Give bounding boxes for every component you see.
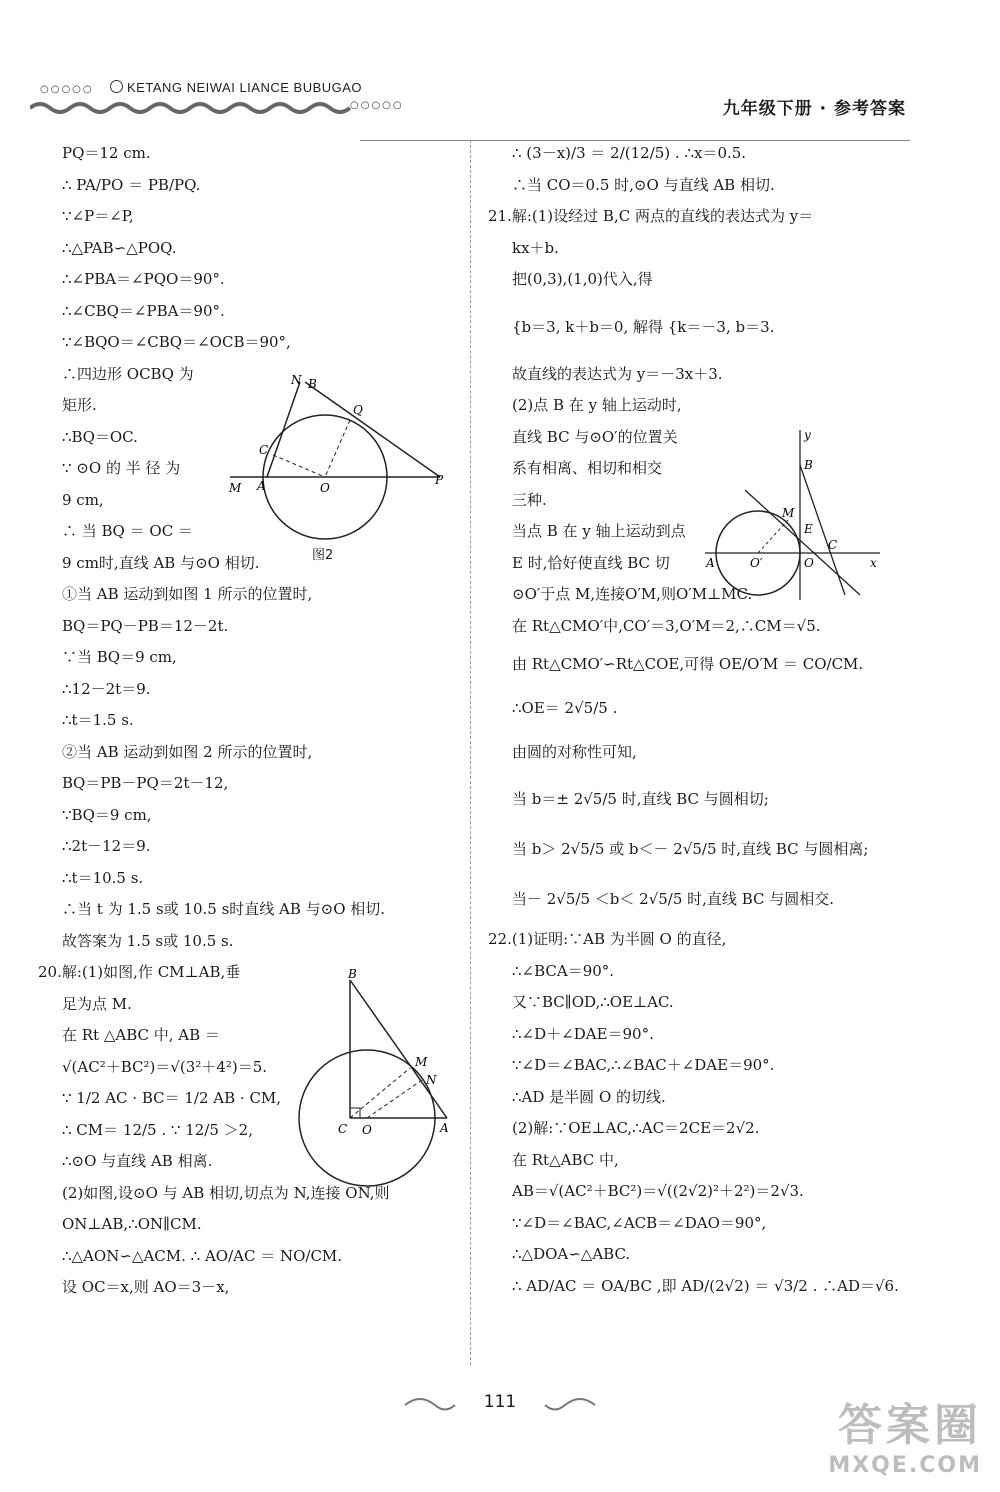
text-line: 当点 B 在 y 轴上运动到点 <box>512 522 686 540</box>
text-line: ∴ CM＝ 12/5 . ∵ 12/5 ＞2, <box>62 1120 253 1139</box>
text-line: 故直线的表达式为 y＝－3x＋3. <box>512 364 723 383</box>
fig20-label-a: A <box>440 1121 449 1135</box>
text-line: ∵BQ＝9 cm, <box>62 805 152 824</box>
fig20-label-c: C <box>338 1122 348 1136</box>
text-line: AB＝√(AC²＋BC²)＝√((2√2)²＋2²)＝2√3. <box>512 1182 804 1200</box>
text-line: ②当 AB 运动到如图 2 所示的位置时, <box>62 742 313 761</box>
text-line: ∵当 BQ＝9 cm, <box>62 648 177 666</box>
text-line: 又∵BC∥OD,∴OE⊥AC. <box>512 993 674 1011</box>
header-wave-ornament <box>30 100 360 116</box>
text-line: E 时,恰好使直线 BC 切 <box>512 553 670 572</box>
text-line: ∴ 当 BQ ＝ OC ＝ <box>62 522 193 540</box>
fig21-label-o-prime: O′ <box>750 556 763 570</box>
text-line: ∴△DOA∽△ABC. <box>512 1245 631 1263</box>
watermark-line1: 答案圈 <box>838 1400 982 1451</box>
brand-logo-icon <box>110 80 123 93</box>
fig2-label-n: N <box>291 373 302 387</box>
text-line: BQ＝PB－PQ＝2t－12, <box>62 774 229 792</box>
fig2-label-b: B <box>308 377 317 391</box>
text-line: ⊙O′于点 M,连接O′M,则O′M⊥MC. <box>512 585 753 603</box>
fig2-label-q: Q <box>353 403 363 417</box>
equation-system: {b＝3, k＋b＝0, 解得 {k＝－3, b＝3. <box>512 317 775 336</box>
watermark <box>828 1389 982 1478</box>
fig21-label-y: y <box>804 428 811 442</box>
text-line: ∴当 t 为 1.5 s或 10.5 s时直线 AB 与⊙O 相切. <box>62 900 386 918</box>
text-line: ①当 AB 运动到如图 1 所示的位置时, <box>62 585 313 603</box>
text-line: 当 b＝± 2√5/5 时,直线 BC 与圆相切; <box>512 790 769 808</box>
text-line: 当 b＞ 2√5/5 或 b＜－ 2√5/5 时,直线 BC 与圆相离; <box>512 840 869 858</box>
text-line: 在 Rt△ABC 中, <box>512 1150 619 1169</box>
text-line: ∴ (3－x)/3 ＝ 2/(12/5) . ∴x＝0.5. <box>512 144 747 162</box>
text-line: 足为点 M. <box>62 994 132 1013</box>
header-dots: ○○○○○ <box>40 84 94 95</box>
fig21-label-e: E <box>804 522 813 536</box>
text-line: ∴∠BCA＝90°. <box>512 961 615 980</box>
text-line: ∴12－2t＝9. <box>62 679 151 698</box>
text-line: 故答案为 1.5 s或 10.5 s. <box>62 931 234 950</box>
fig21-label-o: O <box>804 556 814 570</box>
text-line: ∴2t－12＝9. <box>62 837 151 855</box>
text-line: ∴∠PBA＝∠PQO＝90°. <box>62 270 225 288</box>
text-line: ∵∠BQO＝∠CBQ＝∠OCB＝90°, <box>62 333 291 351</box>
text-line: ∴ PA/PO ＝ PB/PQ. <box>62 175 201 194</box>
header-grade: 九年级下册 · 参考答案 <box>722 99 906 119</box>
text-line: ∵ ⊙O 的 半 径 为 <box>62 459 181 477</box>
fig20-label-n: N <box>426 1073 437 1087</box>
text-line: ∴t＝10.5 s. <box>62 868 144 887</box>
fig2-label-c: C <box>259 443 269 457</box>
fig21-label-b: B <box>804 458 813 472</box>
column-divider <box>470 140 471 1365</box>
text-line: 在 Rt △ABC 中, AB ＝ <box>62 1026 220 1044</box>
figure-20-diagram <box>292 968 462 1188</box>
text-line: ∴⊙O 与直线 AB 相离. <box>62 1152 213 1170</box>
fig2-label-o: O <box>320 481 330 495</box>
text-line: 系有相离、相切和相交 <box>512 459 663 477</box>
fig21-label-m: M <box>782 506 795 520</box>
fig2-label-a: A <box>257 479 266 493</box>
text-line: ∴∠D＋∠DAE＝90°. <box>512 1024 654 1043</box>
problem-20-heading: 20.解:(1)如图,作 CM⊥AB,垂 <box>38 963 241 981</box>
text-line: kx＋b. <box>512 238 559 257</box>
text-line: ∵∠D＝∠BAC,∠ACB＝∠DAO＝90°, <box>512 1213 767 1232</box>
text-line: 矩形. <box>62 396 97 414</box>
text-line: ∴△PAB∽△POQ. <box>62 238 177 257</box>
text-line: ∵ 1/2 AC · BC＝ 1/2 AB · CM, <box>62 1089 282 1107</box>
watermark-line2: MXQE.COM <box>828 1453 982 1478</box>
fig21-label-a: A <box>706 556 715 570</box>
fig21-label-x: x <box>870 556 877 570</box>
text-line: 由圆的对称性可知, <box>512 743 637 761</box>
text-line: 设 OC＝x,则 AO＝3－x, <box>62 1278 230 1296</box>
text-line: (2)解:∵OE⊥AC,∴AC＝2CE＝2√2. <box>512 1119 760 1137</box>
text-line: ∴AD 是半圆 O 的切线. <box>512 1087 666 1106</box>
figure-2-diagram <box>225 372 455 567</box>
text-line: √(AC²＋BC²)＝√(3²＋4²)＝5. <box>62 1057 268 1076</box>
fig20-label-o: O <box>362 1123 372 1137</box>
fig2-label-p: P <box>435 473 444 487</box>
fig20-label-m: M <box>415 1055 428 1069</box>
text-line: PQ＝12 cm. <box>62 144 151 162</box>
text-line: ∴△AON∽△ACM. ∴ AO/AC ＝ NO/CM. <box>62 1246 343 1265</box>
text-line: ∴四边形 OCBQ 为 <box>62 364 194 383</box>
figure-2-caption: 图2 <box>312 548 334 563</box>
fig2-label-m: M <box>229 481 242 495</box>
fig20-label-b: B <box>348 968 357 981</box>
text-line: ∴t＝1.5 s. <box>62 711 134 729</box>
text-line: ∴OE＝ 2√5/5 . <box>512 699 618 717</box>
text-line: BQ＝PQ－PB＝12－2t. <box>62 616 229 635</box>
text-line: ∴BQ＝OC. <box>62 427 138 446</box>
right-column <box>488 138 902 1302</box>
text-line: 直线 BC 与⊙O′的位置关 <box>512 427 678 446</box>
figure-21-diagram <box>700 425 885 605</box>
text-line: 把(0,3),(1,0)代入,得 <box>512 270 653 288</box>
text-line: ON⊥AB,∴ON∥CM. <box>62 1215 202 1233</box>
page-number: 111 <box>483 1392 517 1412</box>
text-line: (2)如图,设⊙O 与 AB 相切,切点为 N,连接 ON,则 <box>62 1183 390 1202</box>
text-line: 在 Rt△CMO′中,CO′＝3,O′M＝2,∴CM＝√5. <box>512 616 821 635</box>
header-dots-2: ○○○○○ <box>350 100 404 111</box>
header-brand: KETANG NEIWAI LIANCE BUBUGAO <box>110 80 362 95</box>
text-line: 9 cm, <box>62 490 104 509</box>
text-line: ∴ AD/AC ＝ OA/BC ,即 AD/(2√2) ＝ √3/2 . ∴AD＝√6. <box>512 1276 899 1295</box>
text-line: ∵∠D＝∠BAC,∴∠BAC＋∠DAE＝90°. <box>512 1056 775 1074</box>
text-line: ∵∠P＝∠P, <box>62 207 134 225</box>
text-line: ∴∠CBQ＝∠PBA＝90°. <box>62 301 225 320</box>
text-line: (2)点 B 在 y 轴上运动时, <box>512 396 682 414</box>
problem-21-heading: 21.解:(1)设经过 B,C 两点的直线的表达式为 y＝ <box>488 207 814 225</box>
text-line: ∴当 CO＝0.5 时,⊙O 与直线 AB 相切. <box>512 175 775 194</box>
text-line: 由 Rt△CMO′∽Rt△COE,可得 OE/O′M ＝ CO/CM. <box>512 655 864 673</box>
text-line: 三种. <box>512 490 547 509</box>
problem-22-heading: 22.(1)证明:∵AB 为半圆 O 的直径, <box>488 930 727 948</box>
text-line: 9 cm时,直线 AB 与⊙O 相切. <box>62 553 260 572</box>
fig21-label-c: C <box>828 538 838 552</box>
text-line: 当－ 2√5/5 ＜b＜ 2√5/5 时,直线 BC 与圆相交. <box>512 890 835 908</box>
